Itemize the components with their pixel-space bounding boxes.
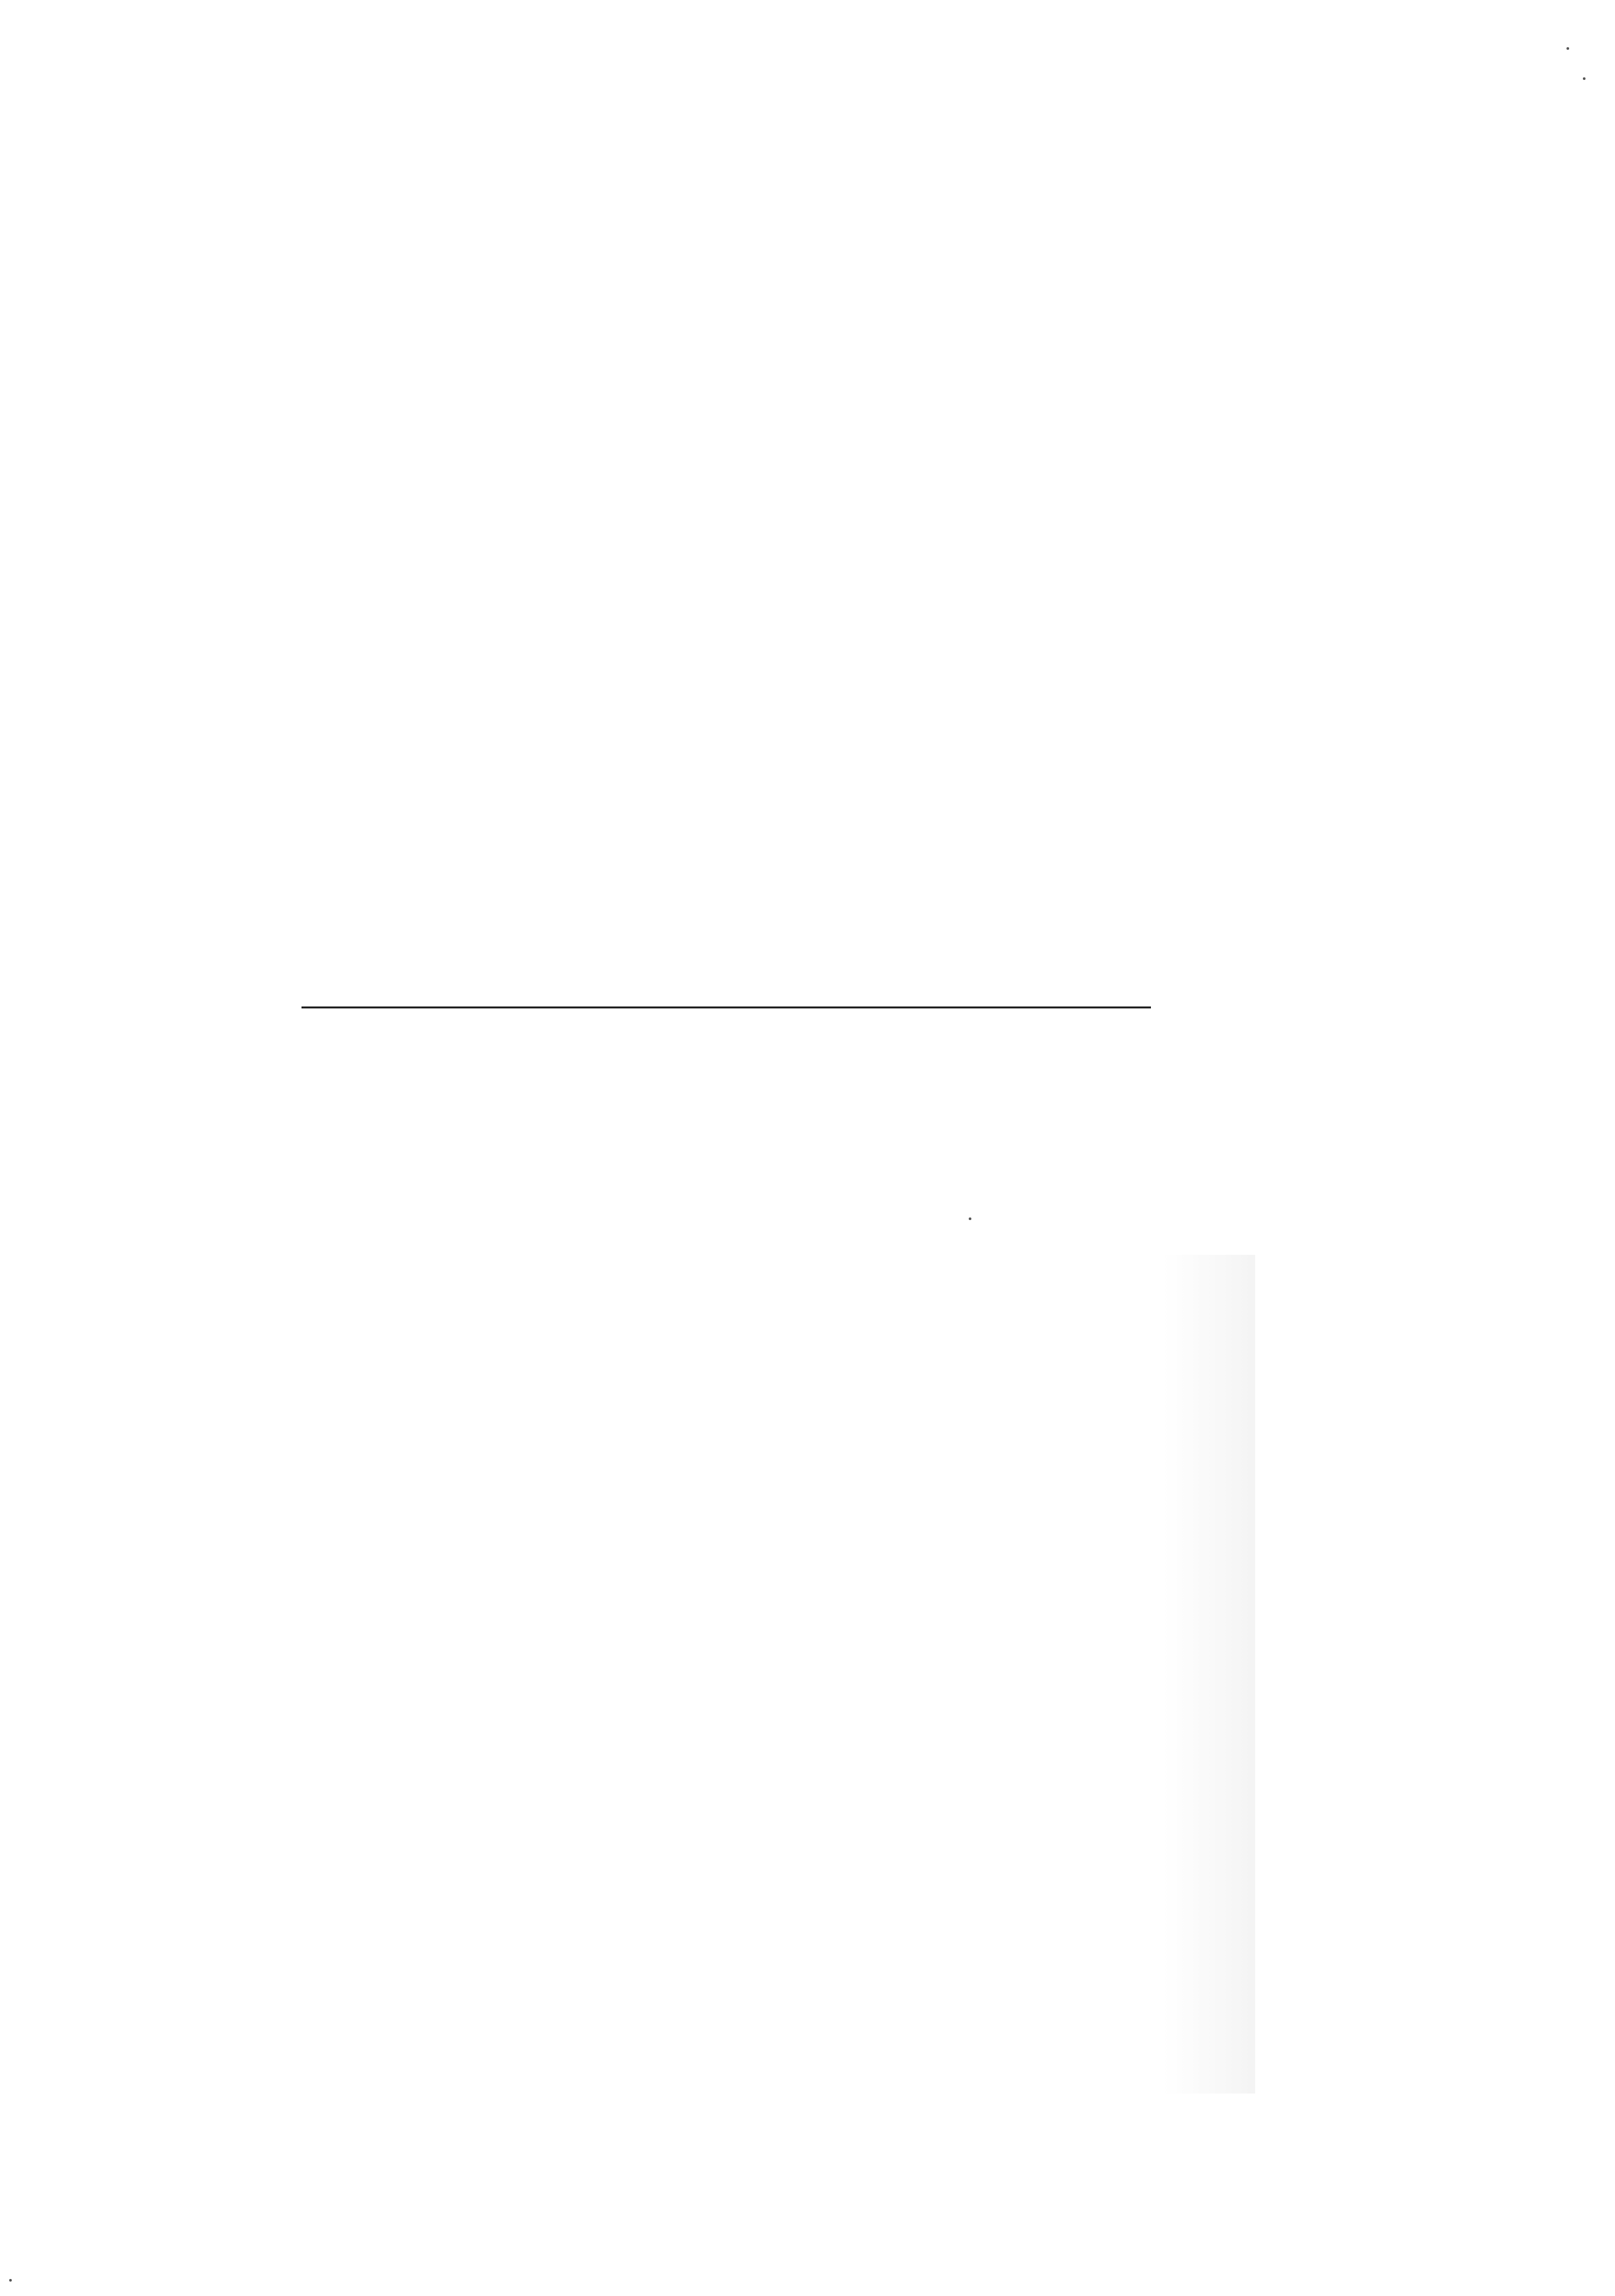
- scan-speck: [1566, 47, 1569, 50]
- scan-speck: [1583, 77, 1586, 80]
- clipping-shadow: [1163, 1255, 1255, 2094]
- scan-speck: [969, 1217, 971, 1220]
- newspaper-clipping: [233, 1255, 1255, 2094]
- divider-rule: [302, 1006, 1151, 1008]
- scan-speck: [9, 2279, 12, 2282]
